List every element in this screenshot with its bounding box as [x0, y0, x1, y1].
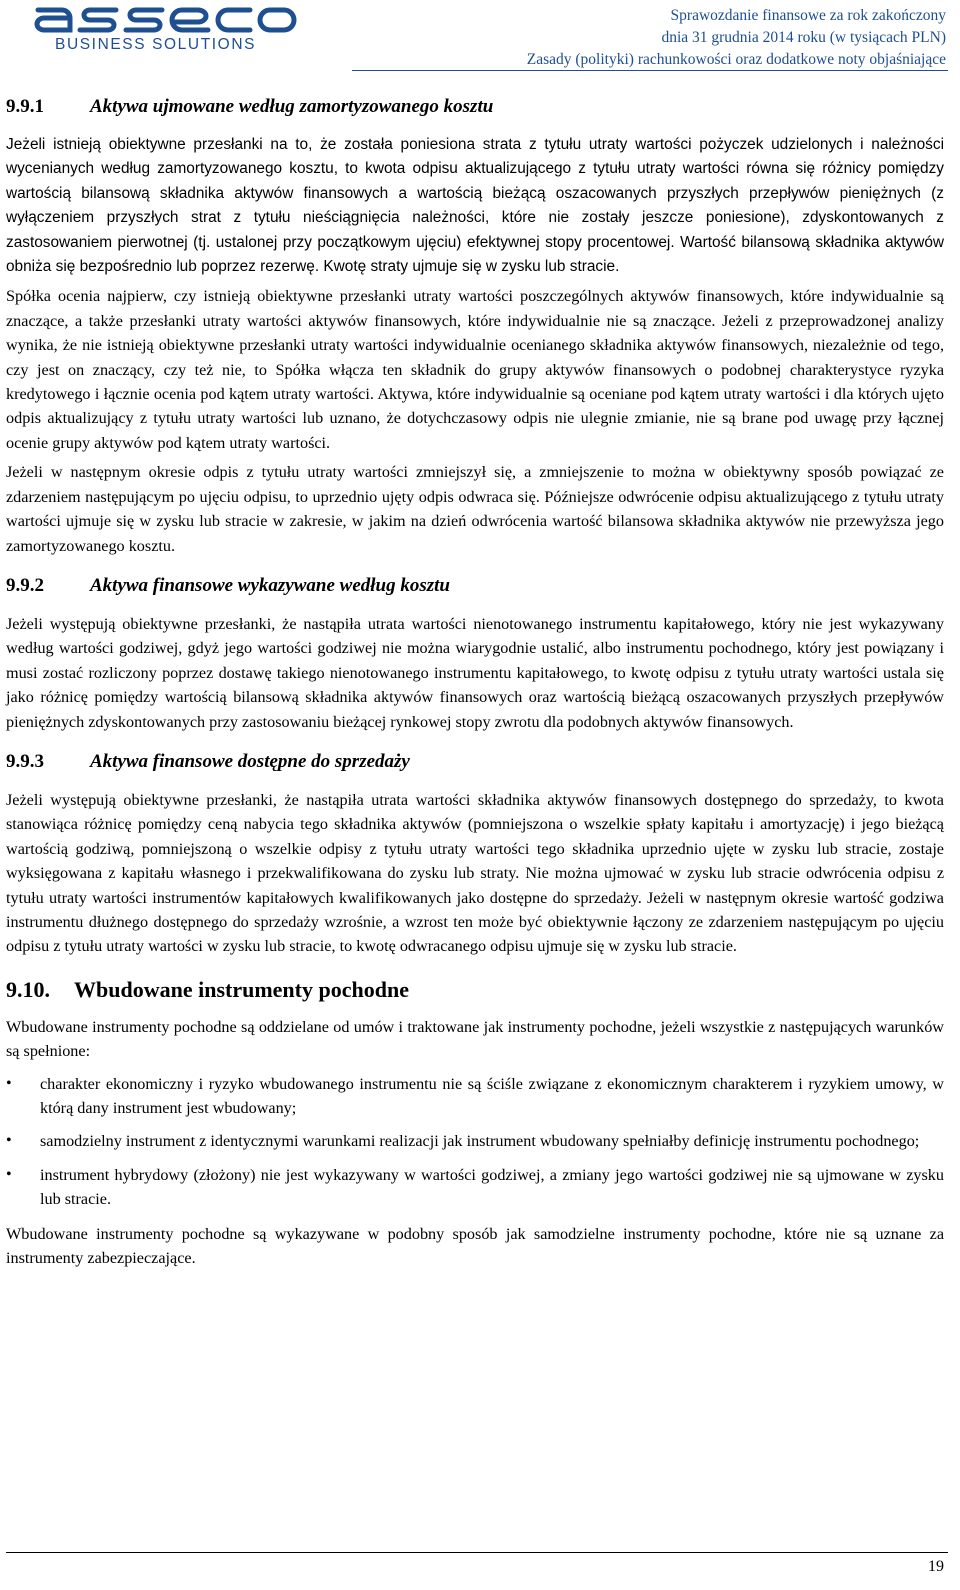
header-divider — [352, 70, 948, 71]
paragraph: Wbudowane instrumenty pochodne są wykazywane w podobny sposób jak samodzielne instrumenty pochodne, które nie są uznane za instrumenty zabezpieczające. — [6, 1224, 944, 1268]
section-heading-992 — [6, 572, 944, 600]
list-item-text: samodzielny instrument z identycznymi warunkami realizacji jak instrument wbudowany spełniałby definicję instrumentu pochodnego; — [40, 1132, 920, 1151]
page-content — [6, 93, 944, 1275]
report-header-text — [527, 5, 946, 71]
section-number: 9.10. — [6, 976, 50, 1002]
header-line-1: Sprawozdanie finansowe za rok zakończony — [670, 7, 946, 24]
paragraph: Spółka ocenia najpierw, czy istnieją obiektywne przesłanki utraty wartości poszczególnych aktywów finansowych, które indywidualnie są znaczące, a także przesłanki utraty wartości aktywów finansowych, które indywidualnie nie są znaczące. Jeżeli z przeprowadzonej analizy wynika, że nie istnieją obiektywne przesłanki utraty wartości indywidualnie ocenianego składnika aktywów finansowych, niezależnie od tego, czy jest on znaczący, czy też nie, to Spółka włącza ten składnik do grupy aktywów finansowych o podobnej charakterystyce ryzyka kredytowego i łącznie ocenia pod kątem utraty wartości. Aktywa, które indywidualnie są oceniane pod kątem utraty wartości i dla których ujęto odpis aktualizujący z tytułu utraty wartości lub uznano, że dotychczasowy odpis nie ulegnie zmianie, nie są brane pod uwagę przy łącznej ocenie grupy aktywów pod kątem utraty wartości. — [6, 287, 944, 452]
bullet-icon: • — [6, 1165, 12, 1183]
page-header — [0, 0, 960, 70]
section-title: Wbudowane instrumenty pochodne — [74, 976, 409, 1002]
paragraph: Jeżeli istnieją obiektywne przesłanki na to, że została poniesiona strata z tytułu utraty wartości pożyczek udzielonych i należności wycenianych według zamortyzowanego kosztu, to kwota odpisu aktualizującego z tytułu utraty wartości równa się różnicy pomiędzy wartością bilansową składnika aktywów finansowych a wartością bieżącą oszacowanych przyszłych przepływów pieniężnych (z wyłączeniem przyszłych strat z tytułu nieściągnięcia należności, które nie zostały jeszcze poniesione), zdyskontowanych z zastosowaniem pierwotnej (tj. ustalonej przy początkowym ujęciu) efektywnej stopy procentowej. Wartość bilansową składnika aktywów obniża się bezpośrednio lub poprzez rezerwę. Kwotę straty ujmuje się w zysku lub stracie. — [6, 136, 944, 276]
list-item — [6, 1072, 944, 1121]
paragraph: Jeżeli występują obiektywne przesłanki, że nastąpiła utrata wartości nienotowanego instrumentu kapitałowego, który nie jest wykazywany według wartości godziwej, gdyż jego wartości godziwej nie można wiarygodnie ustalić, albo instrumentu pochodnego, który jest powiązany i musi zostać rozliczony poprzez dostawę takiego nienotowanego instrumentu kapitałowego, to kwotę odpisu z tytułu utraty wartości ustala się jako różnicę pomiędzy wartością bilansową składnika aktywów finansowych oraz wartością bieżącą oszacowanych przyszłych przepływów pieniężnych zdyskontowanych przy zastosowaniu bieżącej rynkowej stopy zwrotu dla podobnych aktywów finansowych. — [6, 614, 944, 731]
page-number: 19 — [928, 1558, 944, 1575]
section-number: 9.9.1 — [6, 96, 44, 117]
footer-divider — [6, 1552, 948, 1553]
list-item — [6, 1163, 944, 1212]
bullet-icon: • — [6, 1132, 12, 1150]
paragraph: Jeżeli występują obiektywne przesłanki, że nastąpiła utrata wartości składnika aktywów finansowych dostępnego do sprzedaży, to kwota stanowiąca różnicę pomiędzy ceną nabycia tego składnika aktywów (pomniejszona o wszelkie spłaty kapitału i amortyzację) i jego bieżącą wartością godziwą, pomniejszoną o wszelkie odpisy z tytułu utraty wartości tego składnika uprzednio ujęte w zysku lub stracie, zostaje wyksięgowana z kapitału własnego i przekwalifikowana do zysku lub straty. Nie można ujmować w zysku lub stracie odwrócenia odpisu z tytułu utraty wartości instrumentów kapitałowych kwalifikowanych jako dostępne do sprzedaży. Jeżeli w następnym okresie wartość godziwa instrumentu dłużnego dostępnego do sprzedaży wzrośnie, a wzrost ten może być obiektywnie łączony ze zdarzeniem następującym po ujęciu odpisu z tytułu utraty wartości w zysku lub stracie, to kwotę odwracanego odpisu ujmuje się w zysku lub stracie. — [6, 790, 944, 956]
bullet-icon: • — [6, 1074, 12, 1092]
section-heading-910 — [6, 973, 944, 1007]
asseco-logo-wordmark — [32, 3, 298, 33]
section-number: 9.9.2 — [6, 574, 44, 596]
section-number: 9.9.3 — [6, 750, 44, 772]
section-title: Aktywa ujmowane według zamortyzowanego kosztu — [90, 96, 494, 117]
header-line-2: dnia 31 grudnia 2014 roku (w tysiącach PLN) — [661, 29, 946, 46]
section-title: Aktywa finansowe wykazywane według kosztu — [90, 574, 450, 596]
list-item-text: charakter ekonomiczny i ryzyko wbudowanego instrumentu nie są ściśle związane z ekonomicznym charakterem i ryzykiem umowy, w którą dany instrument jest wbudowany; — [40, 1074, 944, 1117]
conditions-list — [6, 1072, 944, 1212]
list-item-text: instrument hybrydowy (złożony) nie jest wykazywany w wartości godziwej, a zmiany jego wartości godziwej nie są ujmowane w zysku lub stracie. — [40, 1165, 944, 1209]
list-item — [6, 1129, 944, 1153]
header-line-3: Zasady (polityki) rachunkowości oraz dodatkowe noty objaśniające — [526, 51, 946, 68]
section-heading-993 — [6, 748, 944, 776]
section-heading-991 — [6, 93, 944, 121]
paragraph: Jeżeli w następnym okresie odpis z tytułu utraty wartości zmniejszył się, a zmniejszenie to można w obiektywny sposób powiązać ze zdarzeniem następującym po ujęciu odpisu, to uprzednio ujęty odpis odwraca się. Późniejsze odwrócenie odpisu aktualizującego z tytułu utraty wartości ujmuje się w zysku lub stracie w zakresie, w jakim na dzień odwrócenia wartość bilansowa składnika aktywów nie przewyższa jego zamortyzowanego kosztu. — [6, 463, 944, 555]
paragraph: Wbudowane instrumenty pochodne są oddzielane od umów i traktowane jak instrumenty pochodne, jeżeli wszystkie z następujących warunków są spełnione: — [6, 1017, 944, 1061]
logo-subtitle: BUSINESS SOLUTIONS — [55, 36, 257, 53]
section-title: Aktywa finansowe dostępne do sprzedaży — [90, 750, 410, 772]
asseco-logo — [32, 3, 312, 55]
